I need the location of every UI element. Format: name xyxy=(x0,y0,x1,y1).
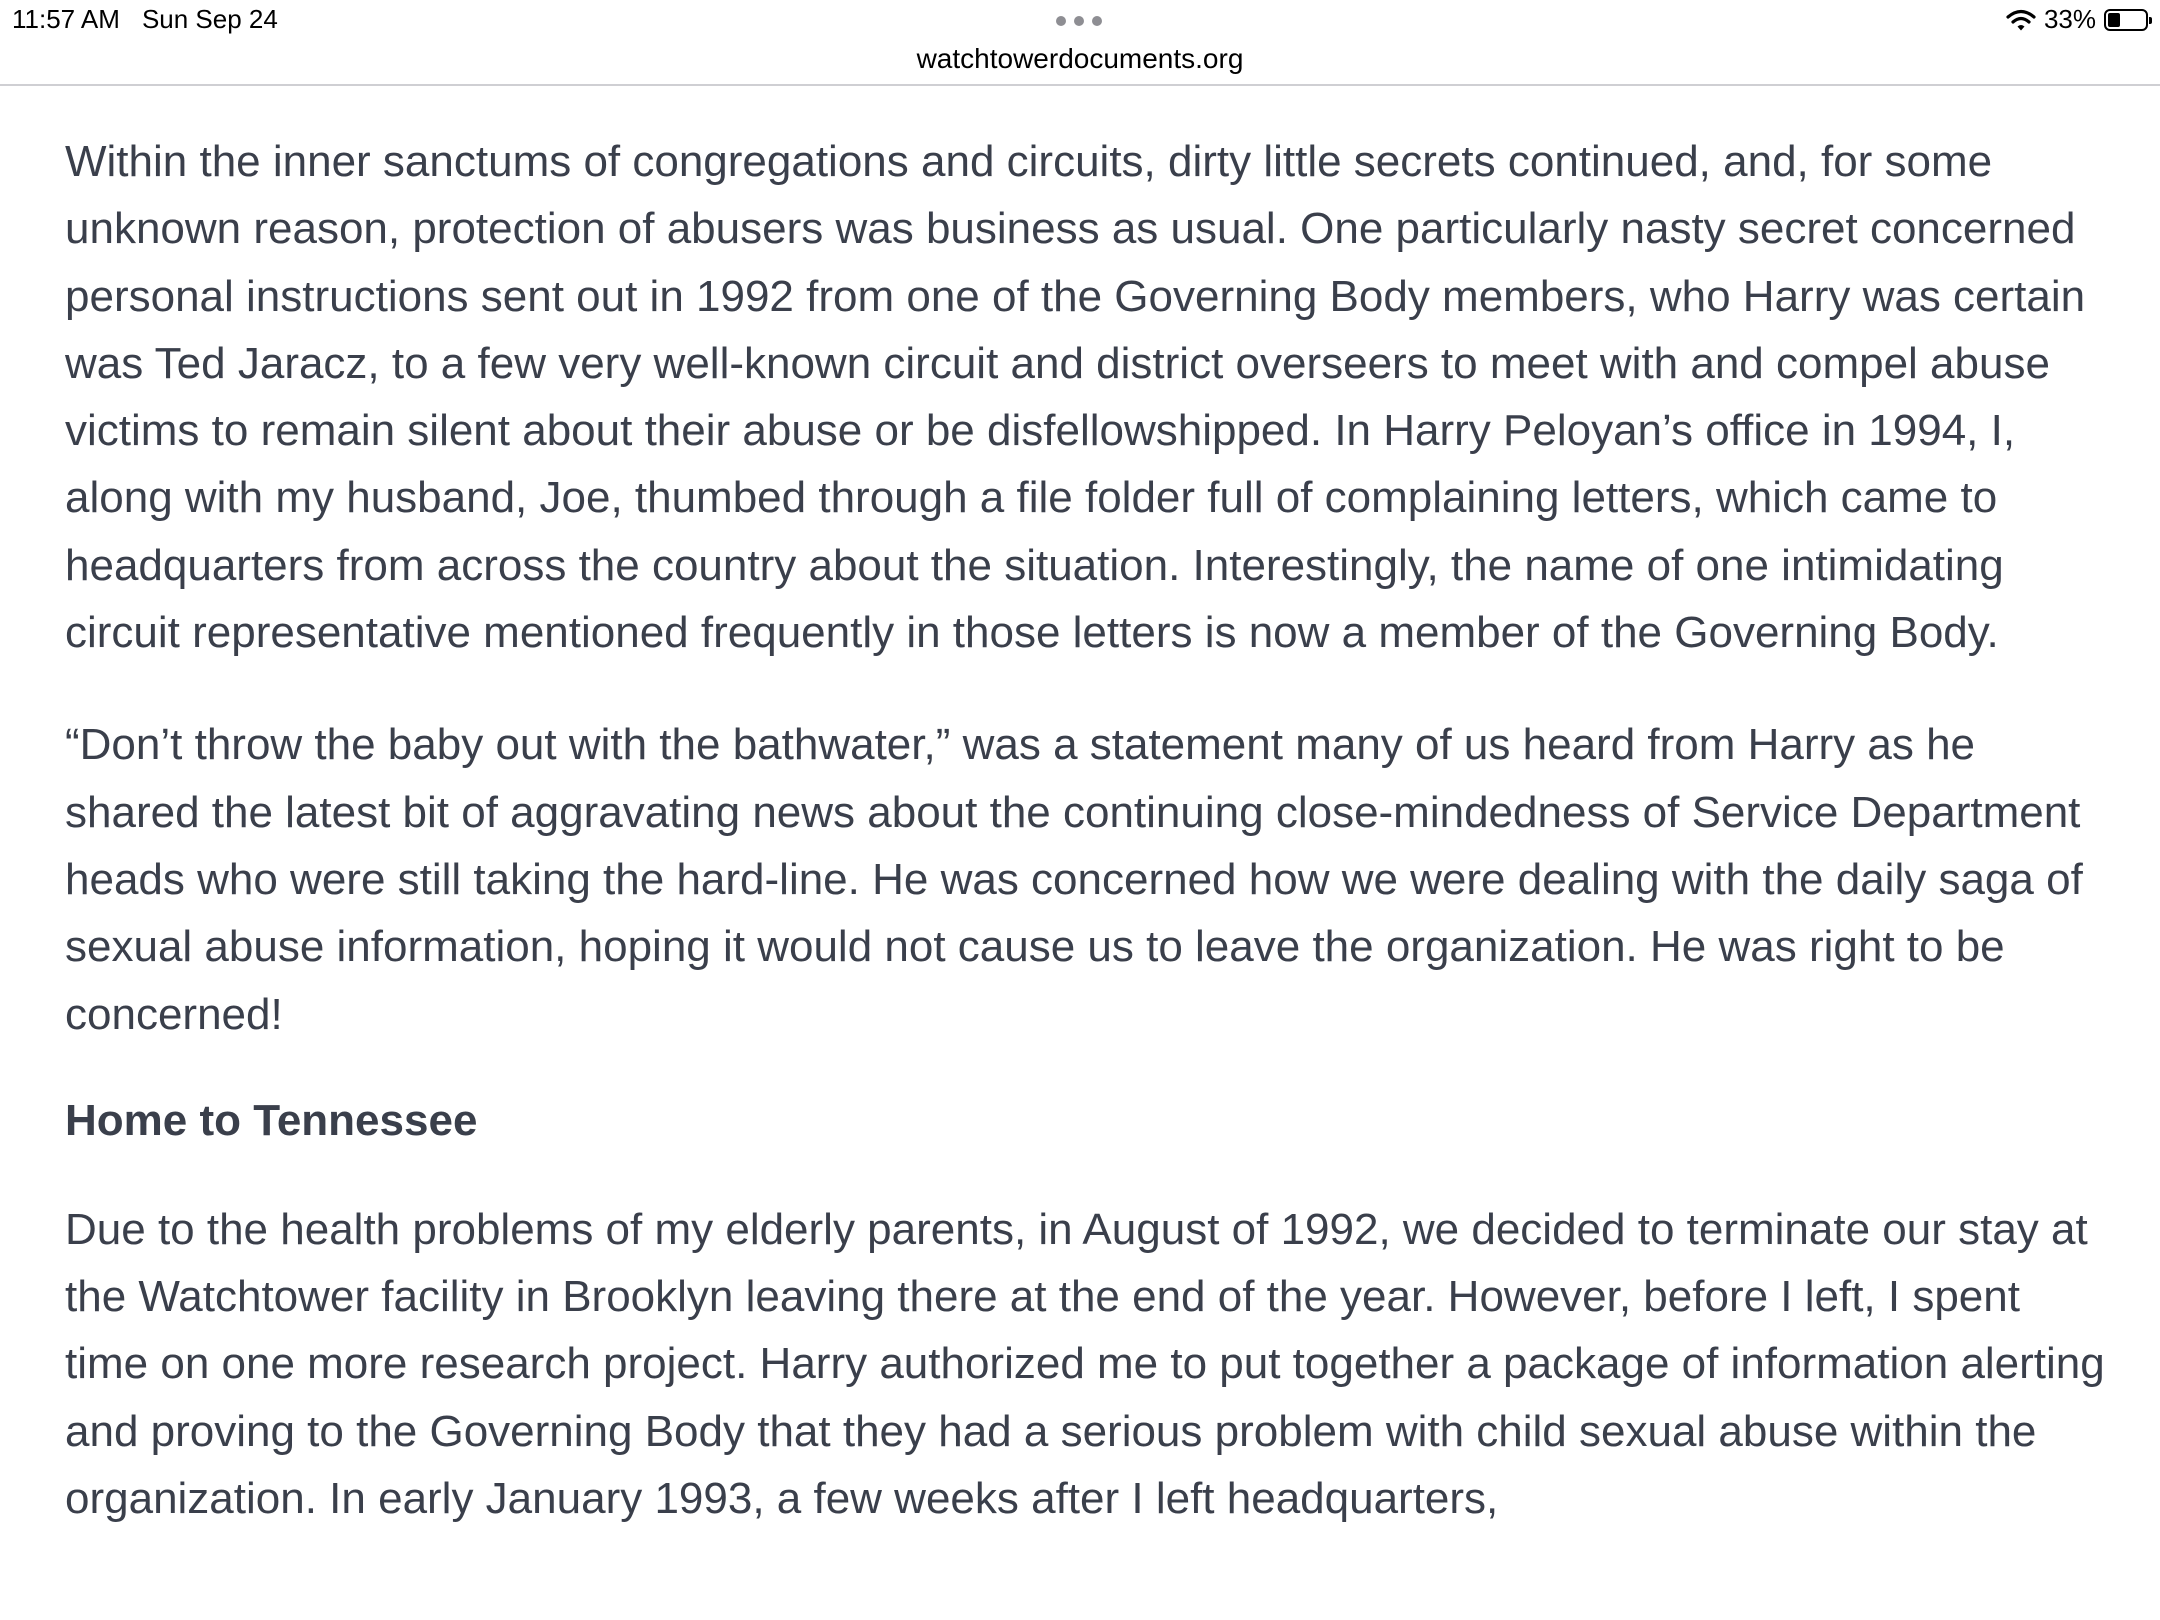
battery-percent: 33% xyxy=(2043,4,2096,34)
battery-icon xyxy=(2104,9,2148,31)
status-bar xyxy=(0,0,2160,40)
url-text[interactable]: watchtowerdocuments.org xyxy=(916,43,1244,74)
wifi-icon xyxy=(2006,7,2036,33)
battery-fill xyxy=(2108,13,2120,27)
multitasking-dots-icon[interactable] xyxy=(1056,16,1102,26)
status-indicators xyxy=(2006,4,2148,35)
section-heading: Home to Tennessee xyxy=(65,1095,478,1145)
article-content xyxy=(65,128,2105,1532)
toolbar-divider xyxy=(0,84,2160,86)
status-time: 11:57 AM xyxy=(12,4,120,34)
status-time-date xyxy=(12,4,278,35)
article-paragraph: Due to the health problems of my elderly parents, in August of 1992, we decided to terminate our stay at the Watchtower facility in Brooklyn leaving there at the end of the year. However, before I left, I spent time on one more research project. Harry authorized me to put together a package of information alerting and proving to the Governing Body that they had a serious problem with child sexual abuse within the organization. In early January 1993, a few weeks after I left headquarters, xyxy=(65,1204,2105,1524)
article-paragraph: Within the inner sanctums of congregations and circuits, dirty little secrets continued, and, for some unknown reason, protection of abusers was business as usual. One particularly nasty secret concerned personal instructions sent out in 1992 from one of the Governing Body members, who Harry was certain was Ted Jaracz, to a few very well-known circuit and district overseers to meet with and compel abuse victims to remain silent about their abuse or be disfellowshipped. In Harry Peloyan’s office in 1994, I, along with my husband, Joe, thumbed through a file folder full of complaining letters, which came to headquarters from across the country about the situation. Interestingly, the name of one intimidating circuit representative mentioned frequently in those letters is now a member of the Governing Body. xyxy=(65,137,2086,658)
article-paragraph: “Don’t throw the baby out with the bathwater,” was a statement many of us heard from Harry as he shared the latest bit of aggravating news about the continuing close-mindedness of Service Department heads who were still taking the hard-line. He was concerned how we were dealing with the daily saga of sexual abuse information, hoping it would not cause us to leave the organization. He was right to be concerned! xyxy=(65,720,2083,1039)
status-date: Sun Sep 24 xyxy=(141,4,278,34)
address-bar[interactable] xyxy=(0,40,2160,84)
